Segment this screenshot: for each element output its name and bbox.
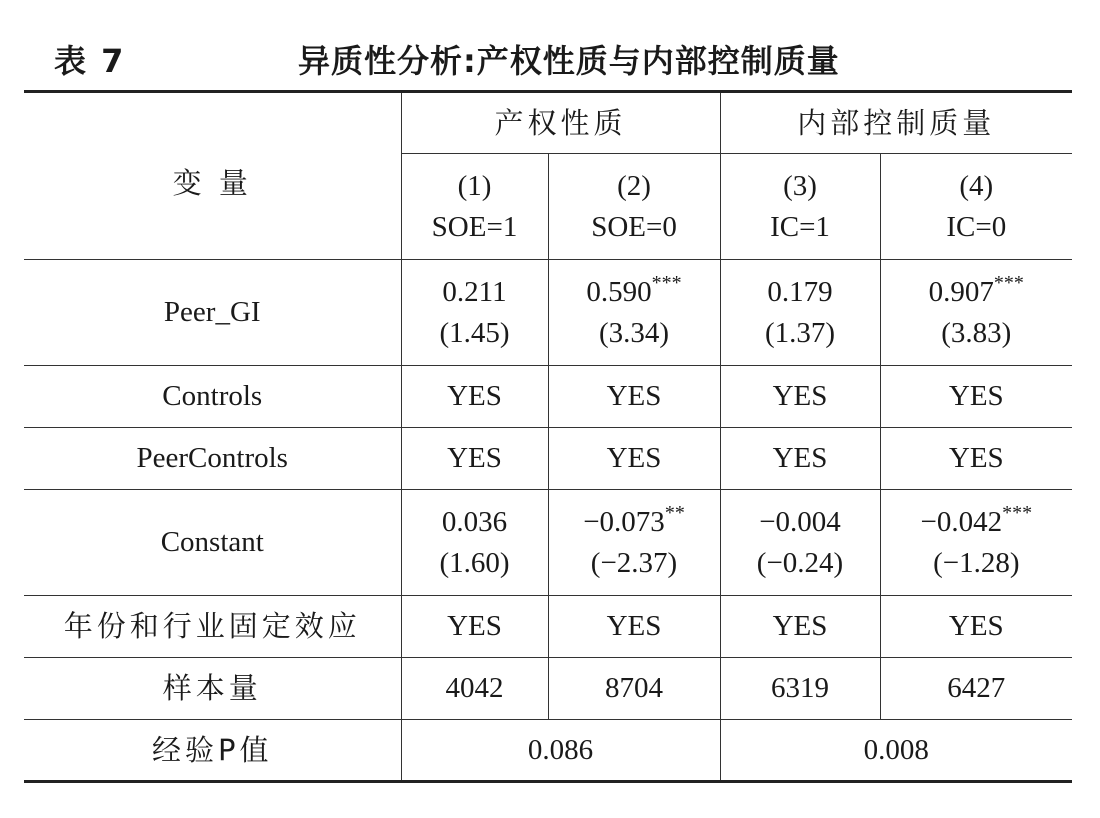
column-number: (3) xyxy=(783,169,817,202)
t-statistic: (1.45) xyxy=(439,316,510,349)
t-statistic: (−1.28) xyxy=(933,546,1020,579)
coefficient xyxy=(402,272,548,313)
coefficient xyxy=(881,272,1073,313)
table-cell: YES xyxy=(401,366,548,428)
table-cell: YES xyxy=(548,596,720,658)
column-header-3 xyxy=(720,154,880,260)
table-cell: YES xyxy=(720,428,880,490)
table-cell: 6319 xyxy=(720,658,880,720)
table-cell: YES xyxy=(548,428,720,490)
significance-stars: ** xyxy=(664,501,685,524)
coefficient-value: 0.907 xyxy=(928,275,994,308)
column-header-1 xyxy=(401,154,548,260)
column-header-4 xyxy=(880,154,1072,260)
column-condition: IC=1 xyxy=(770,210,830,243)
table-cell: 8704 xyxy=(548,658,720,720)
table-cell: YES xyxy=(720,596,880,658)
column-condition: SOE=0 xyxy=(591,210,677,243)
table-cell: 4042 xyxy=(401,658,548,720)
t-statistic: (−2.37) xyxy=(590,546,678,579)
table-row-peer-controls xyxy=(24,428,1072,490)
table-cell: YES xyxy=(720,366,880,428)
coefficient-value: 0.211 xyxy=(442,275,507,308)
table-cell: YES xyxy=(880,366,1072,428)
table-row-sample-size xyxy=(24,658,1072,720)
group-header-ownership: 产权性质 xyxy=(401,92,720,154)
row-label: Controls xyxy=(24,366,401,428)
group-header-internal-control: 内部控制质量 xyxy=(720,92,1072,154)
column-number: (4) xyxy=(959,169,994,202)
header-row-groups xyxy=(24,92,1072,154)
table-cell: 0.086 xyxy=(401,720,720,782)
coefficient-value: −0.042 xyxy=(920,505,1003,538)
coef-cell xyxy=(548,260,720,366)
table-cell: 6427 xyxy=(880,658,1072,720)
regression-table xyxy=(24,90,1072,783)
coef-cell xyxy=(401,260,548,366)
table-cell: 0.008 xyxy=(720,720,1072,782)
significance-stars: *** xyxy=(1002,501,1033,524)
t-statistic: (3.83) xyxy=(941,316,1012,349)
column-condition: IC=0 xyxy=(946,210,1007,243)
table-row-fixed-effects xyxy=(24,596,1072,658)
coefficient-value: −0.004 xyxy=(759,505,841,538)
significance-stars: *** xyxy=(651,271,682,294)
row-label: 年份和行业固定效应 xyxy=(24,596,401,658)
row-label: PeerControls xyxy=(24,428,401,490)
coefficient-value: −0.073 xyxy=(583,505,665,538)
table-cell: YES xyxy=(880,428,1072,490)
coefficient xyxy=(402,502,548,543)
table-caption xyxy=(40,32,1070,82)
t-statistic: (1.37) xyxy=(764,316,836,349)
table-cell: YES xyxy=(401,428,548,490)
row-label: Peer_GI xyxy=(24,260,401,366)
row-label: 经验P值 xyxy=(24,720,401,782)
t-statistic: (3.34) xyxy=(598,316,670,349)
t-statistic: (1.60) xyxy=(439,546,510,579)
coefficient xyxy=(549,272,720,313)
coef-cell xyxy=(720,490,880,596)
coefficient-value: 0.036 xyxy=(441,505,508,538)
coef-cell xyxy=(548,490,720,596)
column-condition: SOE=1 xyxy=(431,210,518,243)
row-label: 样本量 xyxy=(24,658,401,720)
table-title: 异质性分析:产权性质与内部控制质量 xyxy=(298,42,840,80)
coef-cell xyxy=(880,260,1072,366)
column-number: (1) xyxy=(457,169,492,202)
coef-cell xyxy=(401,490,548,596)
table-cell: YES xyxy=(880,596,1072,658)
table-number: 表 7 xyxy=(54,42,126,80)
table-row-empirical-p xyxy=(24,720,1072,782)
table-cell: YES xyxy=(401,596,548,658)
row-label: Constant xyxy=(24,490,401,596)
coef-cell xyxy=(880,490,1072,596)
coef-cell xyxy=(720,260,880,366)
t-statistic: (−0.24) xyxy=(756,546,844,579)
coefficient-value: 0.590 xyxy=(586,275,652,308)
coefficient xyxy=(721,272,880,313)
variable-header: 变 量 xyxy=(24,92,401,260)
table-row-constant xyxy=(24,490,1072,596)
column-number: (2) xyxy=(617,169,651,202)
coefficient-value: 0.179 xyxy=(767,275,833,308)
table-row-controls xyxy=(24,366,1072,428)
coefficient xyxy=(721,502,880,543)
table-cell: YES xyxy=(548,366,720,428)
column-header-2 xyxy=(548,154,720,260)
coefficient xyxy=(881,502,1073,543)
coefficient xyxy=(549,502,720,543)
table-row-peer-gi xyxy=(24,260,1072,366)
significance-stars: *** xyxy=(993,271,1024,294)
